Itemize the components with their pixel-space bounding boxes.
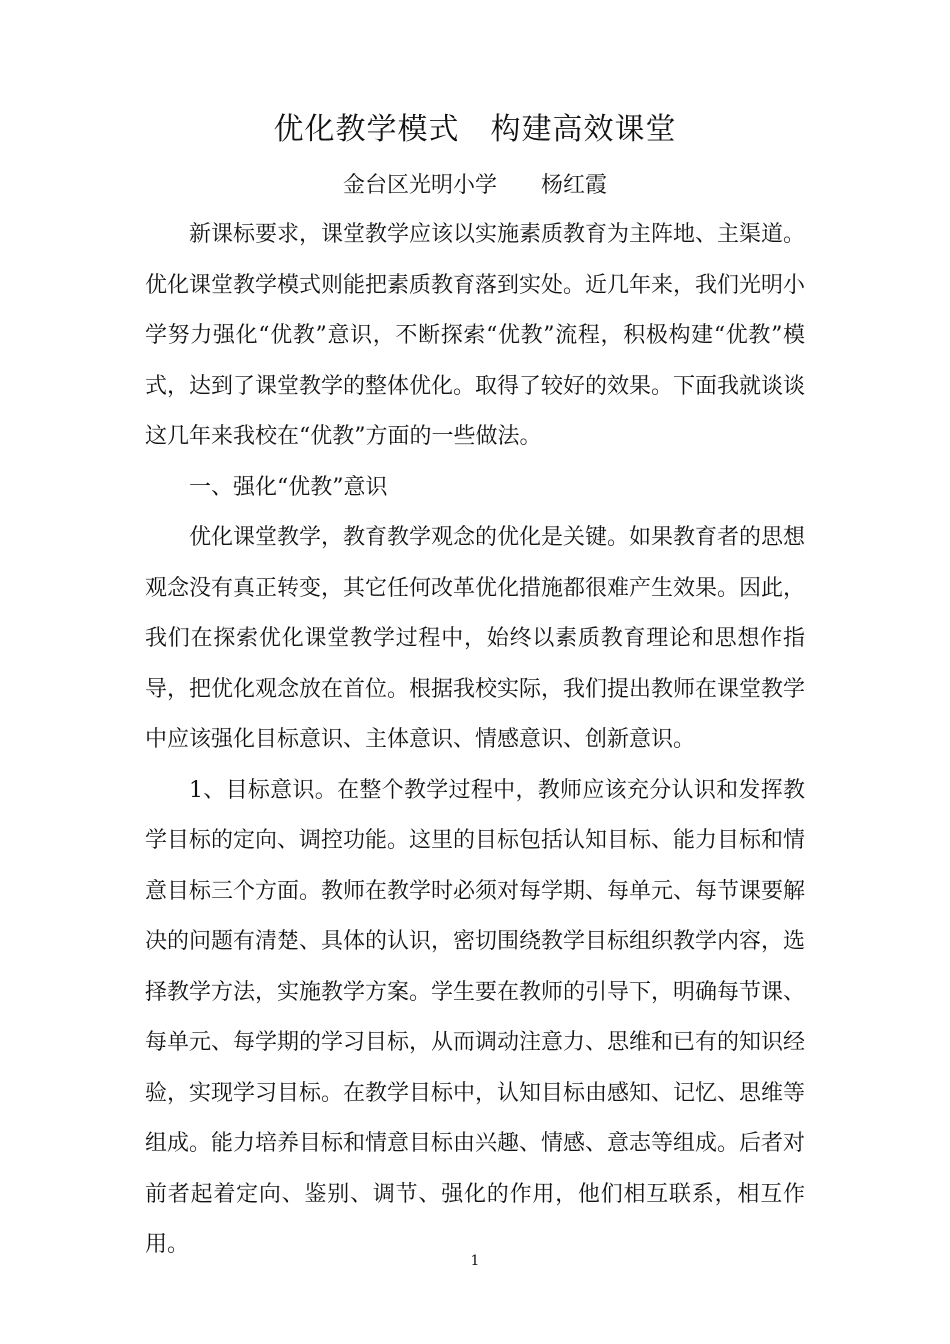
section-heading: 一、强化“优教”意识 xyxy=(189,474,388,500)
page-number: 1 xyxy=(470,1253,480,1269)
paragraph-goal-awareness: 1、目标意识。在整个教学过程中，教师应该充分认识和发挥教学目标的定向、调控功能。这里的目标包括认知目标、能力目标和情意目标三个方面。教师在教学时必须对每学期、每单元、每节课要解决的问题有清楚、具体的认识，密切围绕教学目标组织教学内容，选择教学方法，实施教学方案。学生要在教师的引导下，明确每节课、每单元、每学期的学习目标，从而调动注意力、思维和已有的知识经验，实现学习目标。在教学目标中，认知目标由感知、记忆、思维等组成。能力培养目标和情意目标由兴趣、情感、意志等组成。后者对前者起着定向、鉴别、调节、强化的作用，他们相互联系，相互作用。 xyxy=(145,777,806,1257)
document-body xyxy=(145,210,805,1271)
paragraph-section-one: 优化课堂教学，教育教学观念的优化是关键。如果教育者的思想观念没有真正转变，其它任何改革优化措施都很难产生效果。因此，我们在探索优化课堂教学过程中，始终以素质教育理论和思想作指导，把优化观念放在首位。根据我校实际，我们提出教师在课堂教学中应该强化目标意识、主体意识、情感意识、创新意识。 xyxy=(145,525,806,752)
paragraph-intro: 新课标要求，课堂教学应该以实施素质教育为主阵地、主渠道。优化课堂教学模式则能把素质教育落到实处。近几年来，我们光明小学努力强化“优教”意识，不断探索“优教”流程，积极构建“优教”模式，达到了课堂教学的整体优化。取得了较好的效果。下面我就谈谈这几年来我校在“优教”方面的一些做法。 xyxy=(145,222,806,449)
document-title: 优化教学模式 构建高效课堂 xyxy=(273,112,677,147)
author-line: 金台区光明小学 杨红霞 xyxy=(342,173,607,198)
